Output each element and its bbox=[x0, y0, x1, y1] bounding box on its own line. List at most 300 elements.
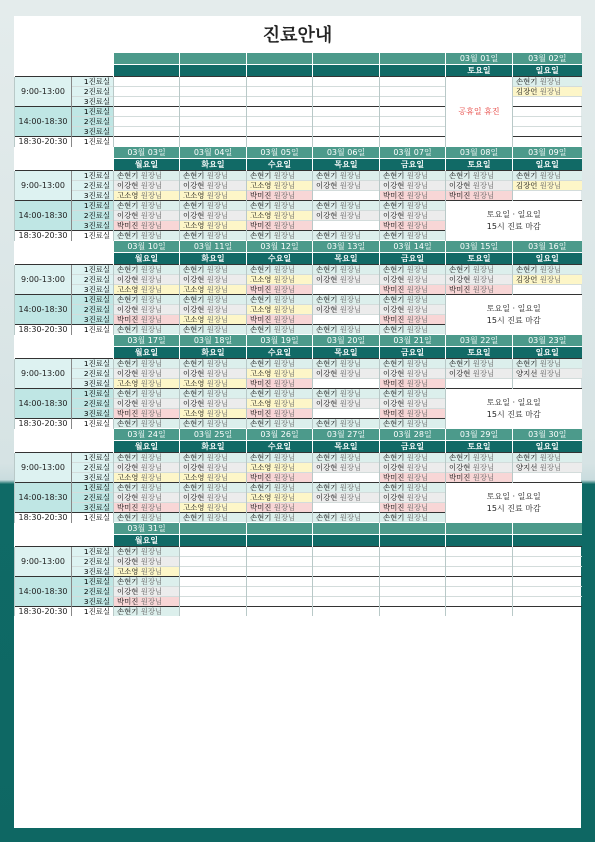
doctor-cell bbox=[247, 315, 313, 325]
doctor-title: 원장님 bbox=[138, 483, 163, 492]
doctor-name: 손현기 bbox=[183, 389, 205, 398]
empty-cell bbox=[247, 597, 313, 607]
doctor-name: 이강현 bbox=[183, 275, 205, 284]
date-cell: 03월 11일 bbox=[180, 241, 247, 253]
doctor-cell bbox=[247, 369, 313, 379]
doctor-cell bbox=[380, 399, 446, 409]
doctor-cell bbox=[380, 409, 446, 419]
empty-cell bbox=[247, 107, 313, 117]
doctor-name: 손현기 bbox=[117, 607, 139, 616]
day-header-row bbox=[15, 347, 582, 359]
doctor-cell bbox=[114, 295, 180, 305]
doctor-title: 원장님 bbox=[138, 577, 163, 586]
doctor-name: 이강현 bbox=[117, 587, 139, 596]
empty-cell bbox=[313, 607, 380, 617]
doctor-title: 원장님 bbox=[404, 171, 429, 180]
empty-cell bbox=[380, 107, 446, 117]
doctor-cell bbox=[247, 231, 313, 241]
day-header-row bbox=[15, 253, 582, 265]
doctor-name: 손현기 bbox=[183, 201, 205, 210]
room-row bbox=[15, 171, 582, 181]
doctor-title: 원장님 bbox=[138, 587, 163, 596]
weekend-note-line1: 토요일 · 일요일 bbox=[486, 491, 541, 501]
doctor-cell bbox=[313, 463, 380, 473]
doctor-title: 원장님 bbox=[537, 77, 562, 86]
doctor-cell bbox=[380, 419, 446, 429]
doctor-name: 손현기 bbox=[383, 265, 405, 274]
doctor-name: 이강현 bbox=[383, 305, 405, 314]
empty-cell bbox=[313, 577, 380, 587]
doctor-name: 고소영 bbox=[250, 463, 272, 472]
doctor-name: 고소영 bbox=[183, 473, 205, 482]
doctor-name: 김장언 bbox=[516, 275, 538, 284]
empty-cell bbox=[247, 137, 313, 147]
doctor-title: 원장님 bbox=[404, 181, 429, 190]
doctor-cell bbox=[513, 463, 582, 473]
header-spacer bbox=[15, 65, 114, 77]
doctor-name: 손현기 bbox=[383, 295, 405, 304]
empty-cell bbox=[380, 577, 446, 587]
room-label: 1진료실 bbox=[72, 389, 114, 399]
time-slot-cell: 14:00-18:30 bbox=[15, 107, 72, 137]
doctor-title: 원장님 bbox=[271, 265, 296, 274]
doctor-title: 원장님 bbox=[204, 389, 229, 398]
doctor-cell bbox=[313, 389, 380, 399]
doctor-cell bbox=[247, 325, 313, 335]
doctor-name: 손현기 bbox=[316, 513, 338, 522]
doctor-title: 원장님 bbox=[204, 285, 229, 294]
doctor-title: 원장님 bbox=[404, 399, 429, 408]
day-cell: 월요일 bbox=[114, 347, 180, 359]
doctor-title: 원장님 bbox=[138, 201, 163, 210]
doctor-cell bbox=[114, 171, 180, 181]
doctor-name: 손현기 bbox=[449, 453, 471, 462]
empty-cell bbox=[247, 127, 313, 137]
date-cell: 03월 15일 bbox=[446, 241, 513, 253]
room-row bbox=[15, 389, 582, 399]
doctor-title: 원장님 bbox=[204, 231, 229, 240]
doctor-name: 고소영 bbox=[117, 285, 139, 294]
doctor-name: 손현기 bbox=[250, 389, 272, 398]
header-spacer bbox=[15, 253, 114, 265]
day-cell bbox=[513, 535, 582, 547]
doctor-name: 손현기 bbox=[117, 389, 139, 398]
room-row bbox=[15, 597, 582, 607]
empty-cell bbox=[313, 87, 380, 97]
doctor-name: 박미진 bbox=[250, 191, 272, 200]
empty-cell bbox=[247, 577, 313, 587]
doctor-name: 손현기 bbox=[383, 453, 405, 462]
room-row bbox=[15, 265, 582, 275]
doctor-title: 원장님 bbox=[271, 275, 296, 284]
doctor-name: 이강현 bbox=[316, 399, 338, 408]
doctor-title: 원장님 bbox=[404, 483, 429, 492]
empty-cell bbox=[513, 473, 582, 483]
doctor-cell bbox=[180, 191, 247, 201]
doctor-cell bbox=[247, 379, 313, 389]
doctor-name: 김장언 bbox=[516, 181, 538, 190]
header-spacer bbox=[15, 241, 114, 253]
doctor-cell bbox=[180, 325, 247, 335]
date-header-row bbox=[15, 241, 582, 253]
weekend-note-line2: 15시 진료 마감 bbox=[486, 315, 541, 325]
day-cell bbox=[313, 535, 380, 547]
doctor-cell bbox=[380, 201, 446, 211]
doctor-name: 이강현 bbox=[183, 399, 205, 408]
empty-cell bbox=[247, 97, 313, 107]
doctor-cell bbox=[247, 503, 313, 513]
doctor-name: 손현기 bbox=[183, 265, 205, 274]
room-label: 1진료실 bbox=[72, 453, 114, 463]
doctor-cell bbox=[247, 419, 313, 429]
doctor-title: 원장님 bbox=[204, 305, 229, 314]
doctor-cell bbox=[180, 265, 247, 275]
doctor-name: 손현기 bbox=[449, 171, 471, 180]
room-row bbox=[15, 587, 582, 597]
doctor-name: 고소영 bbox=[250, 493, 272, 502]
doctor-name: 이강현 bbox=[117, 493, 139, 502]
date-cell bbox=[446, 523, 513, 535]
day-cell: 토요일 bbox=[446, 347, 513, 359]
doctor-name: 손현기 bbox=[183, 171, 205, 180]
empty-cell bbox=[380, 547, 446, 557]
doctor-name: 손현기 bbox=[117, 295, 139, 304]
room-label: 1진료실 bbox=[72, 107, 114, 117]
empty-cell bbox=[114, 107, 180, 117]
doctor-name: 손현기 bbox=[250, 419, 272, 428]
room-label: 3진료실 bbox=[72, 379, 114, 389]
doctor-cell bbox=[247, 409, 313, 419]
doctor-title: 원장님 bbox=[404, 221, 429, 230]
doctor-title: 원장님 bbox=[271, 399, 296, 408]
doctor-name: 손현기 bbox=[383, 201, 405, 210]
time-slot-cell: 14:00-18:30 bbox=[15, 389, 72, 419]
doctor-title: 원장님 bbox=[204, 409, 229, 418]
doctor-title: 원장님 bbox=[138, 171, 163, 180]
doctor-title: 원장님 bbox=[470, 463, 495, 472]
doctor-title: 원장님 bbox=[470, 285, 495, 294]
doctor-title: 원장님 bbox=[204, 191, 229, 200]
doctor-title: 원장님 bbox=[138, 295, 163, 304]
doctor-cell bbox=[180, 231, 247, 241]
doctor-title: 원장님 bbox=[138, 285, 163, 294]
empty-cell bbox=[313, 127, 380, 137]
doctor-title: 원장님 bbox=[470, 453, 495, 462]
doctor-name: 이강현 bbox=[383, 399, 405, 408]
doctor-cell bbox=[380, 275, 446, 285]
doctor-title: 원장님 bbox=[337, 305, 362, 314]
doctor-cell bbox=[247, 389, 313, 399]
doctor-title: 원장님 bbox=[404, 379, 429, 388]
room-row bbox=[15, 295, 582, 305]
doctor-cell bbox=[114, 265, 180, 275]
holiday-notice: 공휴일 휴진 bbox=[446, 77, 513, 147]
empty-cell bbox=[380, 137, 446, 147]
doctor-name: 이강현 bbox=[183, 493, 205, 502]
doctor-cell bbox=[313, 275, 380, 285]
room-row bbox=[15, 201, 582, 211]
doctor-name: 손현기 bbox=[117, 513, 139, 522]
room-label: 1진료실 bbox=[72, 137, 114, 147]
doctor-cell bbox=[247, 265, 313, 275]
doctor-title: 원장님 bbox=[404, 325, 429, 334]
doctor-cell bbox=[180, 369, 247, 379]
doctor-cell bbox=[380, 221, 446, 231]
doctor-name: 박미진 bbox=[117, 503, 139, 512]
day-cell: 목요일 bbox=[313, 253, 380, 265]
doctor-name: 손현기 bbox=[250, 201, 272, 210]
day-cell: 화요일 bbox=[180, 441, 247, 453]
doctor-cell bbox=[247, 201, 313, 211]
day-cell: 목요일 bbox=[313, 159, 380, 171]
empty-cell bbox=[247, 587, 313, 597]
doctor-title: 원장님 bbox=[204, 315, 229, 324]
doctor-cell bbox=[380, 389, 446, 399]
doctor-cell bbox=[380, 305, 446, 315]
empty-cell bbox=[313, 597, 380, 607]
empty-cell bbox=[313, 137, 380, 147]
doctor-title: 원장님 bbox=[204, 513, 229, 522]
empty-cell bbox=[513, 117, 582, 127]
time-slot-cell: 18:30-20:30 bbox=[15, 325, 72, 335]
doctor-cell bbox=[180, 453, 247, 463]
date-header-row bbox=[15, 335, 582, 347]
doctor-name: 손현기 bbox=[316, 483, 338, 492]
doctor-title: 원장님 bbox=[404, 453, 429, 462]
doctor-cell bbox=[380, 453, 446, 463]
doctor-title: 원장님 bbox=[138, 275, 163, 284]
header-spacer bbox=[15, 147, 114, 159]
doctor-cell bbox=[180, 379, 247, 389]
doctor-title: 원장님 bbox=[337, 483, 362, 492]
doctor-name: 고소영 bbox=[117, 473, 139, 482]
doctor-cell bbox=[247, 453, 313, 463]
doctor-cell bbox=[446, 359, 513, 369]
doctor-cell bbox=[114, 557, 180, 567]
weekend-note-line2: 15시 진료 마감 bbox=[486, 503, 541, 513]
doctor-name: 고소영 bbox=[250, 275, 272, 284]
doctor-cell bbox=[247, 513, 313, 523]
doctor-cell bbox=[114, 285, 180, 295]
empty-cell bbox=[247, 607, 313, 617]
doctor-title: 원장님 bbox=[337, 201, 362, 210]
time-slot-cell: 14:00-18:30 bbox=[15, 577, 72, 607]
doctor-title: 원장님 bbox=[204, 325, 229, 334]
room-label: 3진료실 bbox=[72, 97, 114, 107]
doctor-cell bbox=[513, 265, 582, 275]
doctor-title: 원장님 bbox=[138, 597, 163, 606]
doctor-cell bbox=[114, 315, 180, 325]
empty-cell bbox=[180, 97, 247, 107]
doctor-cell bbox=[380, 231, 446, 241]
doctor-name: 손현기 bbox=[383, 359, 405, 368]
empty-cell bbox=[313, 97, 380, 107]
doctor-name: 이강현 bbox=[316, 493, 338, 502]
doctor-title: 원장님 bbox=[404, 265, 429, 274]
doctor-name: 이강현 bbox=[316, 305, 338, 314]
doctor-name: 고소영 bbox=[117, 191, 139, 200]
doctor-title: 원장님 bbox=[138, 493, 163, 502]
doctor-title: 원장님 bbox=[271, 473, 296, 482]
doctor-name: 이강현 bbox=[117, 211, 139, 220]
doctor-title: 원장님 bbox=[271, 493, 296, 502]
empty-cell bbox=[180, 107, 247, 117]
doctor-cell bbox=[446, 275, 513, 285]
doctor-title: 원장님 bbox=[271, 463, 296, 472]
date-cell: 03월 19일 bbox=[247, 335, 313, 347]
room-row bbox=[15, 191, 582, 201]
doctor-cell bbox=[114, 359, 180, 369]
room-label: 3진료실 bbox=[72, 567, 114, 577]
doctor-name: 손현기 bbox=[316, 265, 338, 274]
doctor-cell bbox=[380, 191, 446, 201]
doctor-name: 손현기 bbox=[316, 295, 338, 304]
doctor-title: 원장님 bbox=[138, 409, 163, 418]
date-header-row bbox=[15, 53, 582, 65]
empty-cell bbox=[313, 77, 380, 87]
doctor-title: 원장님 bbox=[537, 463, 562, 472]
doctor-cell bbox=[446, 191, 513, 201]
doctor-title: 원장님 bbox=[404, 409, 429, 418]
doctor-title: 원장님 bbox=[337, 389, 362, 398]
doctor-cell bbox=[513, 87, 582, 97]
doctor-cell bbox=[114, 221, 180, 231]
doctor-name: 손현기 bbox=[117, 453, 139, 462]
weekend-note bbox=[446, 483, 582, 523]
room-label: 3진료실 bbox=[72, 191, 114, 201]
doctor-title: 원장님 bbox=[271, 359, 296, 368]
doctor-cell bbox=[513, 171, 582, 181]
header-spacer bbox=[15, 53, 114, 65]
date-cell: 03월 18일 bbox=[180, 335, 247, 347]
empty-cell bbox=[313, 107, 380, 117]
doctor-name: 고소영 bbox=[250, 399, 272, 408]
doctor-cell bbox=[313, 325, 380, 335]
time-slot-cell: 14:00-18:30 bbox=[15, 201, 72, 231]
date-cell: 03월 07일 bbox=[380, 147, 446, 159]
day-cell bbox=[380, 535, 446, 547]
doctor-name: 이강현 bbox=[383, 211, 405, 220]
doctor-name: 이강현 bbox=[117, 399, 139, 408]
empty-cell bbox=[313, 409, 380, 419]
doctor-title: 원장님 bbox=[138, 191, 163, 200]
date-cell bbox=[313, 523, 380, 535]
doctor-title: 원장님 bbox=[271, 305, 296, 314]
doctor-name: 손현기 bbox=[383, 231, 405, 240]
doctor-name: 손현기 bbox=[516, 453, 538, 462]
page-title: 진료안내 bbox=[262, 25, 333, 46]
doctor-cell bbox=[180, 275, 247, 285]
header-spacer bbox=[15, 535, 114, 547]
room-label: 1진료실 bbox=[72, 483, 114, 493]
doctor-cell bbox=[114, 231, 180, 241]
doctor-cell bbox=[380, 483, 446, 493]
doctor-title: 원장님 bbox=[337, 275, 362, 284]
doctor-cell bbox=[180, 315, 247, 325]
day-cell: 토요일 bbox=[446, 65, 513, 77]
doctor-cell bbox=[313, 419, 380, 429]
doctor-name: 손현기 bbox=[383, 389, 405, 398]
doctor-name: 손현기 bbox=[117, 547, 139, 556]
doctor-title: 원장님 bbox=[404, 315, 429, 324]
date-cell: 03월 06일 bbox=[313, 147, 380, 159]
doctor-title: 원장님 bbox=[404, 285, 429, 294]
date-cell: 03월 13일 bbox=[313, 241, 380, 253]
weekend-note-line1: 토요일 · 일요일 bbox=[486, 209, 541, 219]
empty-cell bbox=[247, 567, 313, 577]
day-cell: 일요일 bbox=[513, 253, 582, 265]
empty-cell bbox=[180, 567, 247, 577]
date-cell bbox=[180, 53, 247, 65]
doctor-title: 원장님 bbox=[537, 369, 562, 378]
room-label: 1진료실 bbox=[72, 577, 114, 587]
doctor-name: 손현기 bbox=[117, 201, 139, 210]
doctor-title: 원장님 bbox=[138, 503, 163, 512]
day-cell: 목요일 bbox=[313, 347, 380, 359]
doctor-name: 손현기 bbox=[117, 325, 139, 334]
doctor-cell bbox=[180, 409, 247, 419]
doctor-name: 이강현 bbox=[183, 463, 205, 472]
date-cell: 03월 31일 bbox=[114, 523, 180, 535]
doctor-cell bbox=[313, 231, 380, 241]
doctor-cell bbox=[513, 77, 582, 87]
doctor-title: 원장님 bbox=[470, 265, 495, 274]
doctor-cell bbox=[114, 211, 180, 221]
doctor-name: 고소영 bbox=[250, 181, 272, 190]
header-spacer bbox=[15, 347, 114, 359]
weekend-note-line1: 토요일 · 일요일 bbox=[486, 397, 541, 407]
empty-cell bbox=[446, 567, 513, 577]
doctor-title: 원장님 bbox=[470, 275, 495, 284]
time-slot-cell: 14:00-18:30 bbox=[15, 295, 72, 325]
doctor-cell bbox=[114, 325, 180, 335]
doctor-cell bbox=[380, 473, 446, 483]
empty-cell bbox=[513, 577, 582, 587]
time-slot-cell: 14:00-18:30 bbox=[15, 483, 72, 513]
doctor-title: 원장님 bbox=[204, 295, 229, 304]
empty-cell bbox=[180, 87, 247, 97]
doctor-name: 손현기 bbox=[117, 419, 139, 428]
doctor-cell bbox=[180, 513, 247, 523]
empty-cell bbox=[446, 607, 513, 617]
day-cell: 수요일 bbox=[247, 253, 313, 265]
room-label: 1진료실 bbox=[72, 513, 114, 523]
room-row bbox=[15, 77, 582, 87]
date-cell bbox=[380, 53, 446, 65]
empty-cell bbox=[180, 77, 247, 87]
doctor-title: 원장님 bbox=[138, 221, 163, 230]
doctor-cell bbox=[180, 285, 247, 295]
doctor-name: 손현기 bbox=[183, 295, 205, 304]
room-label: 1진료실 bbox=[72, 325, 114, 335]
date-cell bbox=[313, 53, 380, 65]
empty-cell bbox=[446, 379, 513, 389]
doctor-name: 박미진 bbox=[449, 191, 471, 200]
doctor-title: 원장님 bbox=[138, 325, 163, 334]
doctor-name: 손현기 bbox=[516, 77, 538, 86]
doctor-title: 원장님 bbox=[138, 389, 163, 398]
doctor-cell bbox=[114, 305, 180, 315]
doctor-name: 이강현 bbox=[117, 463, 139, 472]
doctor-title: 원장님 bbox=[138, 181, 163, 190]
doctor-cell bbox=[114, 201, 180, 211]
doctor-name: 고소영 bbox=[250, 305, 272, 314]
date-cell: 03월 01일 bbox=[446, 53, 513, 65]
doctor-title: 원장님 bbox=[204, 453, 229, 462]
doctor-cell bbox=[380, 295, 446, 305]
day-cell: 월요일 bbox=[114, 441, 180, 453]
date-cell: 03월 16일 bbox=[513, 241, 582, 253]
